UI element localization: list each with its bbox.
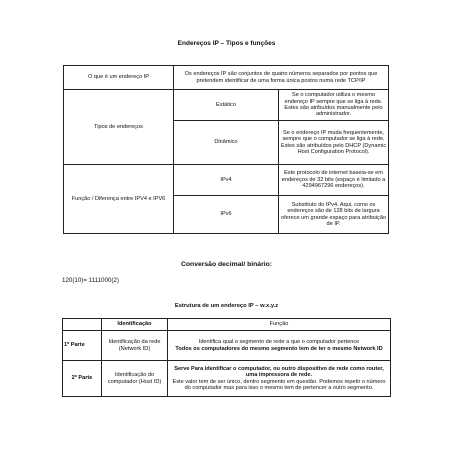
ip-structure-table — [62, 318, 391, 397]
ip-types-table — [63, 65, 389, 234]
host-id-function-bold: Serve Para identificar o computador, ou outro dispositivo de rede como router, uma impressora de rede. — [174, 365, 384, 379]
conversion-line: 120(10)= 1111000(2) — [62, 277, 119, 284]
table-row — [63, 361, 391, 397]
table-row — [64, 90, 389, 121]
type-desc-ipv4: Este protocolo de internet baseia-se em endereços de 32 bits (espaço é limitado a 4294967296 endereços). — [279, 165, 389, 196]
row-label-ipv4-ipv6: Função / Diferença entre IPV4 e IPV6 — [64, 165, 174, 234]
header-function: Função — [168, 319, 391, 331]
type-desc-static: Se o computador utiliza o mesmo endereço IP sempre que se liga à rede. Estes são atribuídos manualmente pelo administrador. — [279, 90, 389, 121]
host-id-function-text: Este valor tem de ser único, dentro segmento em questão. Podemos repetir o número do computador mas para isso o mesmo tem de pertencer a outro segmento. — [172, 378, 386, 391]
page-title: Endereços IP – Tipos e funções — [177, 40, 276, 47]
row-label-what-is-ip: O que é um endereço IP — [64, 66, 174, 90]
network-id-function-text: Identifica qual o segmento de rede a que o computador pertence — [198, 339, 360, 346]
table-row — [63, 319, 391, 331]
header-empty — [63, 319, 102, 331]
part-label-1: 1º Parte — [63, 331, 102, 361]
type-desc-ipv6: Substituto do IPv4. Aqui, como os endereços são de 128 bits de largura oferece um grande espaço para atribuição de IP. — [279, 196, 389, 234]
type-name-ipv4: IPv4 — [174, 165, 279, 196]
type-desc-dynamic: Se o endereço IP muda frequentemente, sempre que o computador se liga à rede. Estes são atribuídos pelo DHCP (Dynamic Host Configuration Protocol). — [279, 121, 389, 165]
network-id-cell: Identificação da rede (Network ID) — [102, 331, 168, 361]
ip-definition-text: Os endereços IP são conjuntos de quatro números separados por pontos que pretendem identificar de uma forma única postos numa rede TCP/IP — [174, 66, 389, 90]
header-identification: Identificação — [102, 319, 168, 331]
host-id-function — [168, 361, 391, 397]
host-id-cell: Identificação do computador (Host ID) — [102, 361, 168, 397]
network-id-function — [168, 331, 391, 361]
table-row — [64, 66, 389, 90]
type-name-ipv6: IPv6 — [174, 196, 279, 234]
conversion-title: Conversão decimal/ binário: — [180, 261, 273, 268]
network-id-function-bold: Todos os computadores do mesmo segmento tem de ter o mesmo Network ID — [175, 345, 383, 352]
part-label-2: 2º Parte — [63, 361, 102, 397]
structure-title: Estrutura de um endereço IP – w.x.y.z — [174, 303, 279, 309]
type-name-static: Estático — [174, 90, 279, 121]
row-label-address-types: Tipos de endereços — [64, 90, 174, 165]
table-row — [63, 331, 391, 361]
table-row — [64, 165, 389, 196]
type-name-dynamic: Dinâmico — [174, 121, 279, 165]
